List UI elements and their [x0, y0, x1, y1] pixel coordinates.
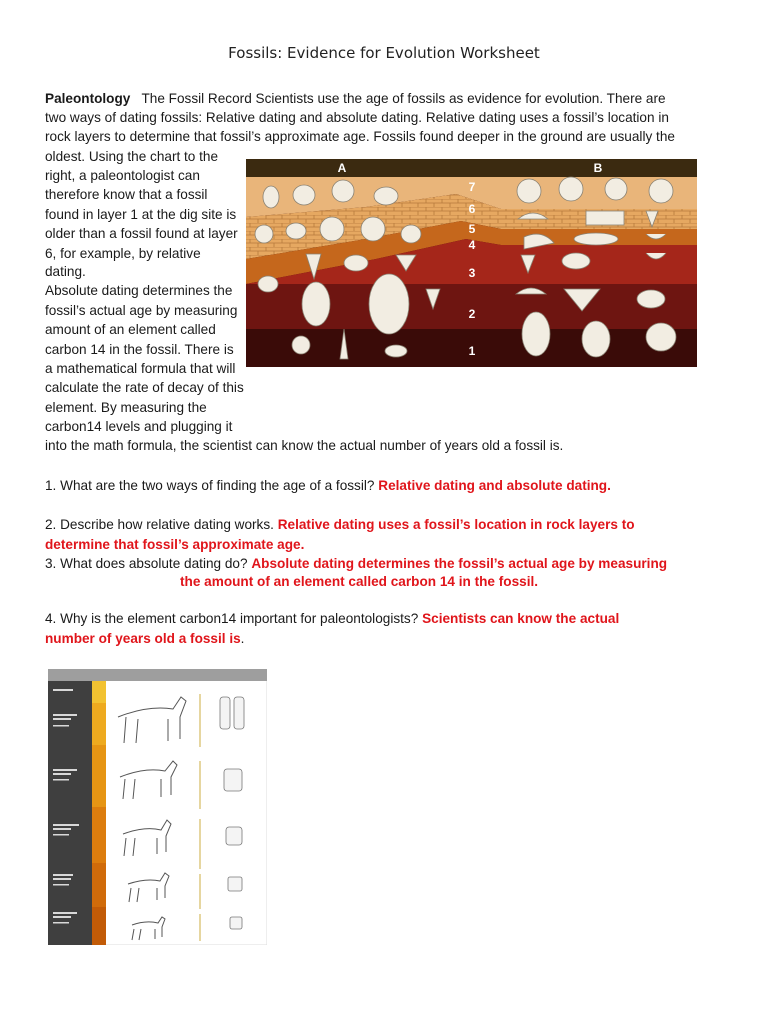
intro-line-16: calculate the rate of decay of this — [45, 380, 244, 395]
answer-4-line-2: number of years old a fossil is — [45, 631, 241, 646]
rock-layers-image — [246, 159, 697, 367]
horse-evolution-chart — [48, 669, 267, 945]
intro-line-6: therefore know that a fossil — [45, 187, 208, 202]
intro-line-1 — [45, 89, 666, 108]
intro-line-9: 6, for example, by relative — [45, 246, 201, 261]
intro-heading: Paleontology — [45, 91, 131, 106]
column-a-label: A — [337, 161, 347, 175]
intro-line-3: rock layers to determine that fossil’s approximate age. Fossils found deeper in the ground are usually the — [45, 129, 675, 144]
intro-line-4: oldest. Using the chart to the — [45, 149, 219, 164]
intro-text-1: The Fossil Record Scientists use the age of fossils as evidence for evolution. There are — [141, 91, 666, 106]
intro-line-10: dating. — [45, 264, 86, 279]
question-4 — [45, 609, 619, 628]
answer-4-line-2-row — [45, 629, 244, 648]
question-2 — [45, 515, 635, 534]
intro-line-7: found in layer 1 at the dig site is — [45, 207, 237, 222]
answer-4-line-1: Scientists can know the actual — [422, 611, 620, 626]
horse-evolution-image — [48, 669, 267, 945]
question-3 — [45, 554, 667, 573]
answer-3-line-1: Absolute dating determines the fossil’s actual age by measuring — [251, 556, 668, 571]
question-2-text: 2. Describe how relative dating works. — [45, 517, 274, 532]
intro-line-12: fossil’s actual age by measuring — [45, 303, 238, 318]
answer-1: Relative dating and absolute dating. — [378, 478, 611, 493]
layer-number-7: 7 — [468, 180, 476, 194]
answer-3-line-2: the amount of an element called carbon 14 in the fossil. — [180, 574, 539, 589]
layer-number-1: 1 — [468, 344, 476, 358]
intro-line-19: into the math formula, the scientist can know the actual number of years old a fossil is. — [45, 438, 564, 453]
intro-line-14: carbon 14 in the fossil. There is — [45, 342, 234, 357]
question-4-text: 4. Why is the element carbon14 important for paleontologists? — [45, 611, 419, 626]
intro-line-18: carbon14 levels and plugging it — [45, 419, 233, 434]
intro-line-13: amount of an element called — [45, 322, 216, 337]
intro-line-17: element. By measuring the — [45, 400, 207, 415]
question-1-text: 1. What are the two ways of finding the age of a fossil? — [45, 478, 375, 493]
answer-2-line-1: Relative dating uses a fossil’s location in rock layers to — [277, 517, 635, 532]
rock-layers-chart — [246, 159, 697, 367]
answer-2-line-2: determine that fossil’s approximate age. — [45, 537, 305, 552]
layer-number-3: 3 — [468, 266, 476, 280]
answer-4-period: . — [240, 631, 245, 646]
intro-line-11: Absolute dating determines the — [45, 283, 233, 298]
question-1 — [45, 476, 611, 495]
intro-line-5: right, a paleontologist can — [45, 168, 200, 183]
worksheet-title: Fossils: Evidence for Evolution Worksheet — [228, 44, 540, 62]
layer-number-2: 2 — [468, 307, 476, 321]
column-b-label: B — [593, 161, 603, 175]
intro-line-2: two ways of dating fossils: Relative dating and absolute dating. Relative dating uses a fossil’s location in — [45, 110, 669, 125]
intro-line-15: a mathematical formula that will — [45, 361, 236, 376]
question-3-text: 3. What does absolute dating do? — [45, 556, 248, 571]
intro-line-8: older than a fossil found at layer — [45, 226, 238, 241]
layer-number-4: 4 — [468, 238, 476, 252]
layer-top-band — [246, 159, 697, 177]
layer-number-6: 6 — [468, 202, 476, 216]
layer-number-5: 5 — [468, 222, 476, 236]
